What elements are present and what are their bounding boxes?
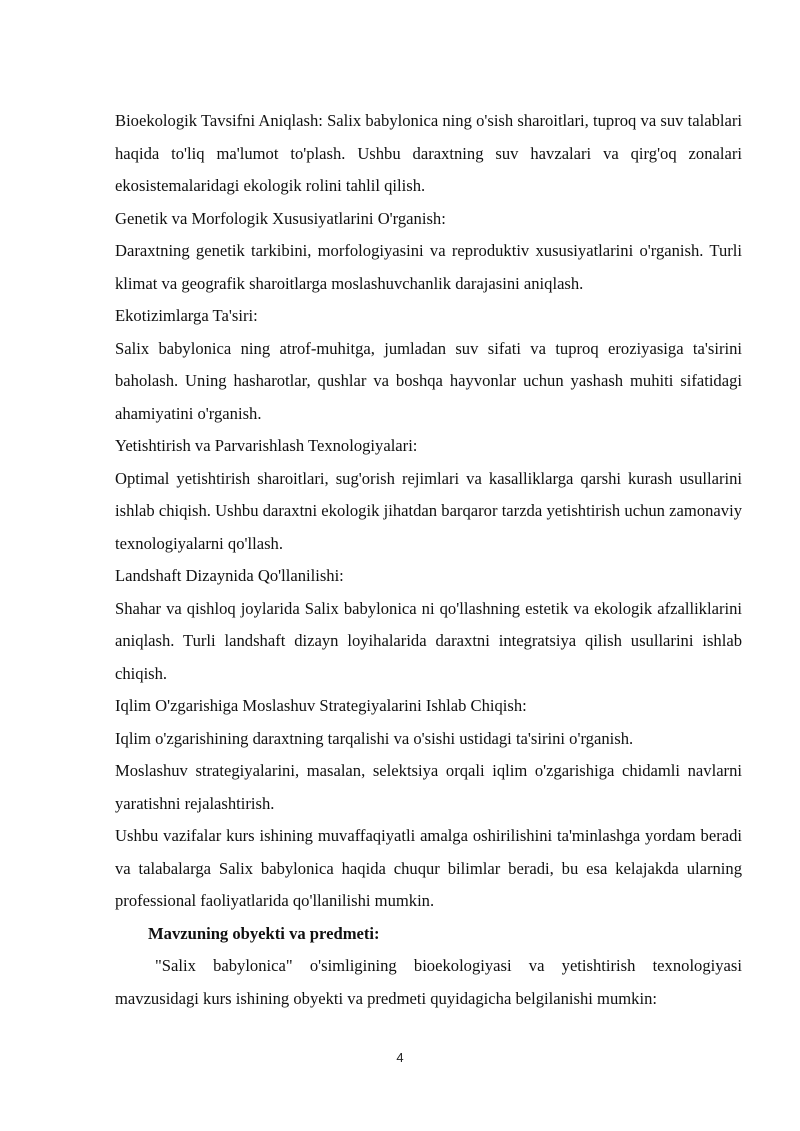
paragraph-object-subject: "Salix babylonica" o'simligining bioekologiyasi va yetishtirish texnologiyasi mavzusidagi kurs ishining obyekti va predmeti quyidagicha belgilanishi mumkin: (115, 956, 742, 1008)
paragraph-summary: Ushbu vazifalar kurs ishining muvaffaqiyatli amalga oshirilishini ta'minlashga yordam beradi va talabalarga Salix babylonica haqida chuqur bilimlar beradi, bu esa kelajakda ularning professional faoliyatlarida qo'llanilishi mumkin. (115, 826, 742, 910)
paragraph-bioecological: Bioekologik Tavsifni Aniqlash: Salix babylonica ning o'sish sharoitlari, tuproq va suv talablari haqida to'liq ma'lumot to'plash. Ushbu daraxtning suv havzalari va qirg'oq zonalari ekosistemalaridagi ekologik rolini tahlil qilish. (115, 111, 742, 195)
heading-climate: Iqlim O'zgarishiga Moslashuv Strategiyalarini Ishlab Chiqish: (115, 696, 527, 715)
paragraph-landscape: Shahar va qishloq joylarida Salix babylonica ni qo'llashning estetik va ekologik afzalliklarini aniqlash. Turli landshaft dizayn loyihalarida daraxtni integratsiya qilish usullarini ishlab chiqish. (115, 598, 742, 683)
document-page (115, 105, 742, 1015)
paragraph-climate-strategies: Moslashuv strategiyalarini, masalan, selektsiya orqali iqlim o'zgarishiga chidamli navlarni yaratishni rejalashtirish. (115, 761, 742, 813)
paragraph-ecosystems: Salix babylonica ning atrof-muhitga, jumladan suv sifati va tuproq eroziyasiga ta'sirini baholash. Uning hasharotlar, qushlar va boshqa hayvonlar uchun yashash muhiti sifatidagi ahamiyatini o'rganish. (115, 338, 742, 423)
heading-ecosystems: Ekotizimlarga Ta'siri: (115, 306, 258, 325)
heading-landscape: Landshaft Dizaynida Qo'llanilishi: (115, 566, 344, 585)
page-number: 4 (396, 1050, 404, 1065)
heading-genetic: Genetik va Morfologik Xususiyatlarini O'rganish: (115, 208, 446, 228)
paragraph-cultivation: Optimal yetishtirish sharoitlari, sug'orish rejimlari va kasalliklarga qarshi kurash usullarini ishlab chiqish. Ushbu daraxtni ekologik jihatdan barqaror tarzda yetishtirish uchun zamonaviy texnologiyalarni qo'llash. (115, 468, 742, 553)
heading-cultivation: Yetishtirish va Parvarishlash Texnologiyalari: (115, 436, 418, 455)
paragraph-climate-impact: Iqlim o'zgarishining daraxtning tarqalishi va o'sishi ustidagi ta'sirini o'rganish. (115, 728, 634, 748)
paragraph-genetic: Daraxtning genetik tarkibini, morfologiyasini va reproduktiv xususiyatlarini o'rganish. Turli klimat va geografik sharoitlarga moslashuvchanlik darajasini aniqlash. (115, 241, 742, 293)
heading-object-subject: Mavzuning obyekti va predmeti: (148, 923, 380, 943)
